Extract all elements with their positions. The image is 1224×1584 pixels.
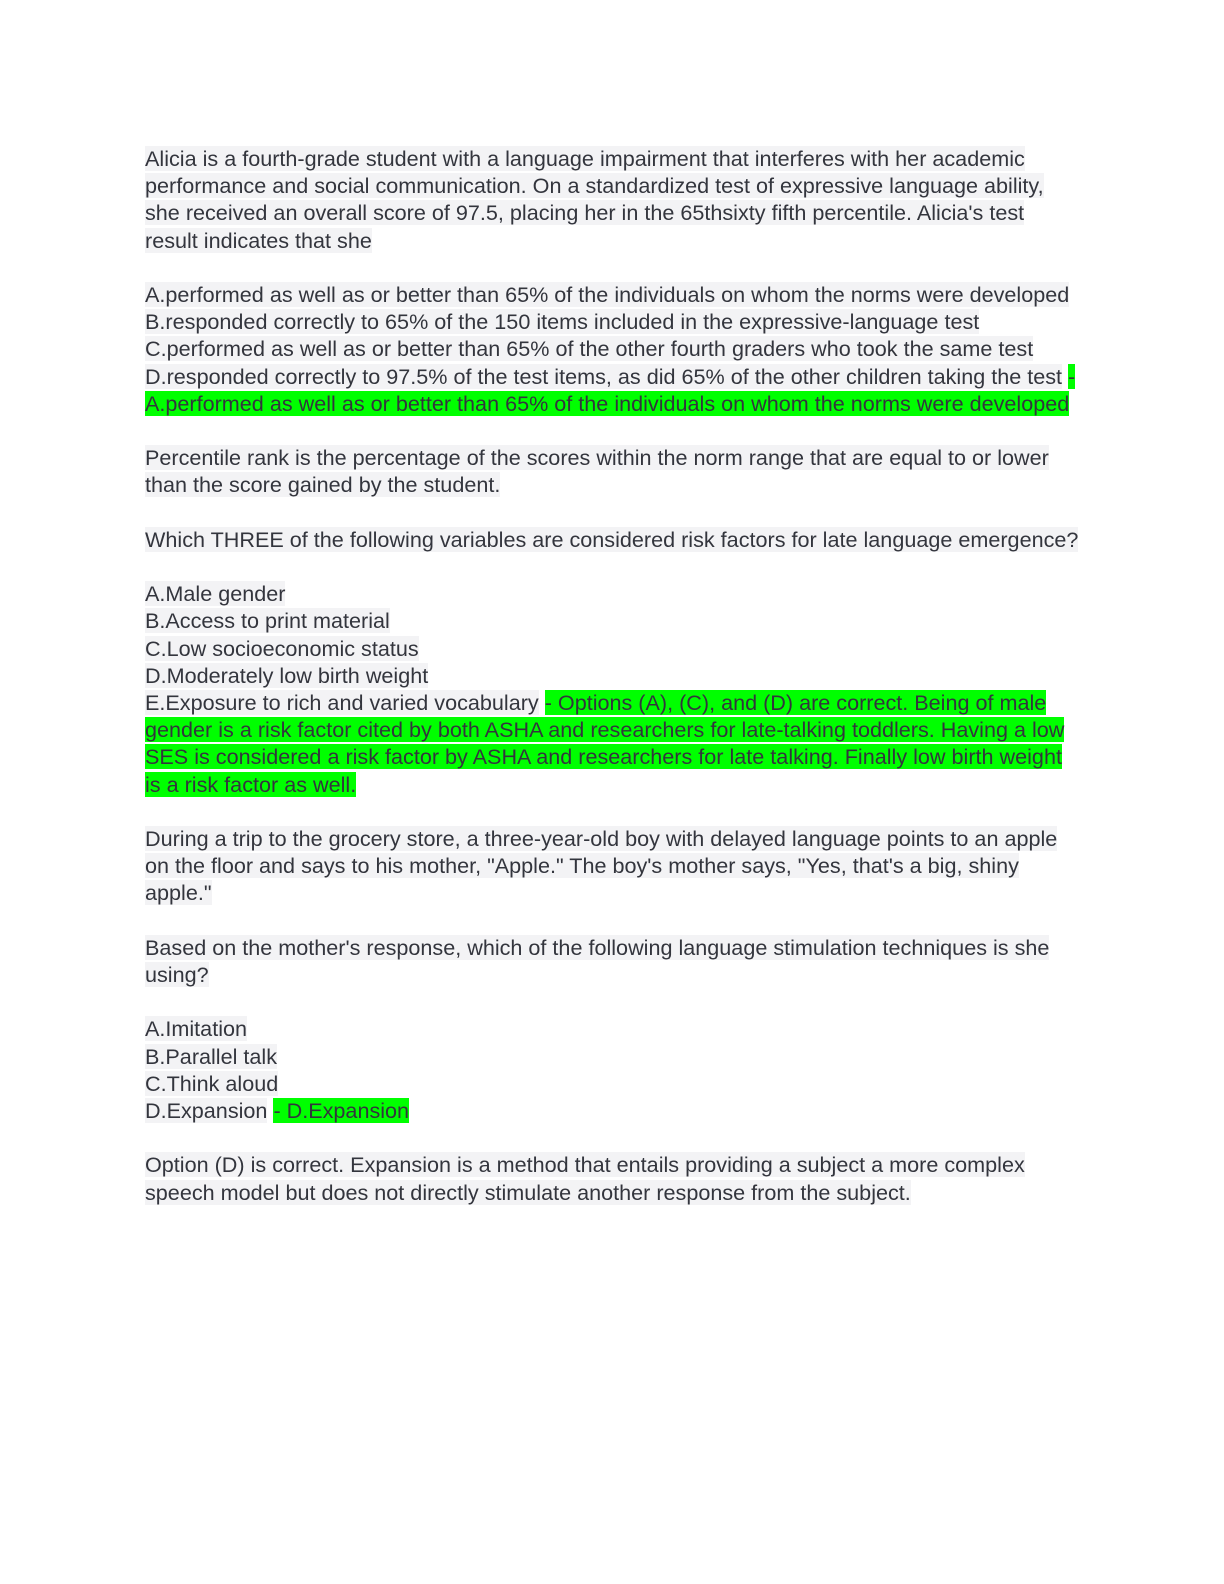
question-2-stem — [145, 526, 1080, 553]
question-2-option-a: A.Male gender — [145, 581, 286, 607]
question-3-option-d: D.Expansion - D.Expansion — [145, 1098, 410, 1123]
question-1-option-b: B.responded correctly to 65% of the 150 items included in the expressive-language test — [145, 309, 980, 335]
question-3-option-b: B.Parallel talk — [145, 1043, 278, 1069]
question-3-option-c: C.Think aloud — [145, 1070, 279, 1096]
question-3-explanation — [145, 1151, 1080, 1205]
question-2-stem-text: Which THREE of the following variables are considered risk factors for late language emergence? — [145, 526, 1079, 552]
question-3-scenario — [145, 825, 1080, 907]
question-3-scenario-text: During a trip to the grocery store, a three-year-old boy with delayed language points to an apple on the floor and says to his mother, "Apple." The boy's mother says, "Yes, that's a big, shiny apple." — [145, 826, 1058, 906]
question-3-answer: - D.Expansion — [273, 1098, 410, 1123]
question-1-stem — [145, 145, 1080, 254]
question-2-option-e: E.Exposure to rich and varied vocabulary - Options (A), (C), and (D) are correct. Being of male gender is a risk factor cited by both ASHA and researchers for late-talking toddlers. Having a low SES is considered a risk factor by ASHA and researchers for late talking. Finally low birth weight is a risk factor as well. — [145, 690, 1065, 797]
question-1-option-c: C.performed as well as or better than 65% of the other fourth graders who took the same test — [145, 336, 1034, 362]
question-2-option-b: B.Access to print material — [145, 608, 390, 634]
question-1-option-d: D.responded correctly to 97.5% of the test items, as did 65% of the other children taking the test - A.performed as well as or better than 65% of the individuals on whom the norms were developed — [145, 363, 1076, 416]
question-3-options — [145, 1015, 1080, 1124]
question-2-option-d: D.Moderately low birth weight — [145, 662, 429, 688]
question-1-explanation-text: Percentile rank is the percentage of the scores within the norm range that are equal to or lower than the score gained by the student. — [145, 445, 1049, 498]
question-2-option-c: C.Low socioeconomic status — [145, 635, 419, 661]
question-3-stem — [145, 934, 1080, 988]
question-3-explanation-text: Option (D) is correct. Expansion is a method that entails providing a subject a more complex speech model but does not directly stimulate another response from the subject. — [145, 1152, 1025, 1205]
question-1-options — [145, 281, 1080, 417]
question-1-explanation — [145, 444, 1080, 498]
question-3-option-a: A.Imitation — [145, 1016, 248, 1042]
document-body — [145, 145, 1080, 1233]
question-1-option-a: A.performed as well as or better than 65% of the individuals on whom the norms were developed — [145, 282, 1070, 307]
question-2-answer: - Options (A), (C), and (D) are correct. Being of male gender is a risk factor cited by both ASHA and researchers for late-talking toddlers. Having a low SES is considered a risk factor by ASHA and researchers for late talking. Finally low birth weight is a risk factor as well. — [145, 690, 1065, 797]
question-1-answer: - A.performed as well as or better than 65% of the individuals on whom the norms were developed — [145, 363, 1076, 416]
question-2-options — [145, 580, 1080, 798]
question-3-stem-text: Based on the mother's response, which of the following language stimulation techniques is she using? — [145, 934, 1050, 987]
question-1-stem-text: Alicia is a fourth-grade student with a language impairment that interferes with her academic performance and social communication. On a standardized test of expressive language ability, she received an overall score of 97.5, placing her in the 65thsixty fifth percentile. Alicia's test result indicates that she — [145, 146, 1044, 253]
